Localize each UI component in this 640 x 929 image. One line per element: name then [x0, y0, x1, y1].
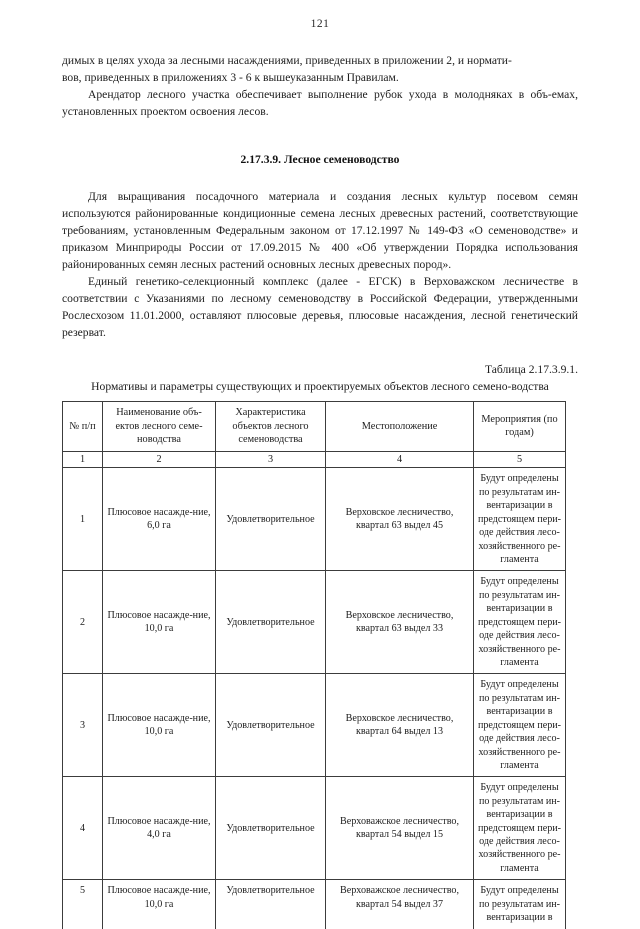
- table-row: [63, 674, 566, 777]
- paragraph-tenant-obligations: Арендатор лесного участка обеспечивает выполнение рубок ухода в молодняках в объ-емах, установленных проектом освоения лесов.: [62, 88, 578, 119]
- cell-measures: Будут определены по результатам ин-вентаризации в предстоящем пери-оде действия лесо-хозяйственного ре-гламента: [474, 777, 566, 880]
- cell-characteristic: Удовлетворительное: [216, 777, 326, 880]
- cell-row-number: 3: [63, 674, 103, 777]
- column-index-1: 1: [63, 451, 103, 468]
- cell-row-number: 2: [63, 571, 103, 674]
- cell-location: Верховское лесничество, квартал 64 выдел 13: [326, 674, 474, 777]
- cell-characteristic: Удовлетворительное: [216, 880, 326, 929]
- table-title: Нормативы и параметры существующих и проектируемых объектов лесного семено-водства: [91, 380, 549, 394]
- cell-object-name: Плюсовое насажде-ние, 10,0 га: [103, 880, 216, 929]
- paragraph-continued: [62, 52, 578, 69]
- cell-location: Верховажское лесничество, квартал 54 выдел 37: [326, 880, 474, 929]
- table-number-label: Таблица 2.17.3.9.1.: [484, 363, 578, 377]
- cell-characteristic: Удовлетворительное: [216, 674, 326, 777]
- cell-location: Верховское лесничество, квартал 63 выдел 33: [326, 571, 474, 674]
- paragraph-egsk: Единый генетико-селекционный комплекс (далее - ЕГСК) в Верховажском лесничестве в соответствии с Указаниями по лесному семеноводству в Российской Федерации, утвержденными Рослесхозом 11.01.2000, оставляют плюсовые деревья, плюсовые насаждения, лесной генетический резерват.: [62, 275, 578, 340]
- paragraph-seed-standards: Для выращивания посадочного материала и создания лесных культур посевом семян используются районированные кондиционные семена лесных древесных растений, соответствующие требованиям, установленным Федеральным законом от 17.12.1997 № 149-ФЗ «О семеноводстве» и приказом Минприроды России от 17.09.2015 № 400 «Об утверждении Порядка использования районированных семян лесных растений основных лесных древесных пород».: [62, 190, 578, 272]
- table-header: [63, 401, 566, 468]
- paragraph-continued-line2-wrap: [62, 69, 578, 86]
- cell-row-number: 5: [63, 880, 103, 929]
- cell-object-name: Плюсовое насажде-ние, 10,0 га: [103, 674, 216, 777]
- cell-location: Верховажское лесничество, квартал 54 выдел 15: [326, 777, 474, 880]
- column-header-measures: Мероприятия (по годам): [474, 401, 566, 451]
- cell-location: Верховское лесничество, квартал 63 выдел 45: [326, 468, 474, 571]
- cell-measures: Будут определены по результатам ин-вентаризации в предстоящем пери-оде действия лесо-хозяйственного ре-гламента: [474, 674, 566, 777]
- column-header-location: Местоположение: [326, 401, 474, 451]
- cell-object-name: Плюсовое насажде-ние, 10,0 га: [103, 571, 216, 674]
- table-header-row: [63, 401, 566, 451]
- column-header-object-name: Наименование объ-ектов лесного семе-новодства: [103, 401, 216, 451]
- paragraph-continued-line1: димых в целях ухода за лесными насаждениями, приведенных в приложении 2, и нормати-: [62, 54, 512, 67]
- column-index-4: 4: [326, 451, 474, 468]
- cell-characteristic: Удовлетворительное: [216, 571, 326, 674]
- column-header-number: № п/п: [63, 401, 103, 451]
- cell-measures: Будут определены по результатам ин-вентаризации в предстоящем пери-оде действия лесо-хозяйственного ре-гламента: [474, 468, 566, 571]
- cell-row-number: 1: [63, 468, 103, 571]
- section-heading: 2.17.3.9. Лесное семеноводство: [240, 153, 400, 167]
- column-header-characteristic: Характеристика объектов лесного семеноводства: [216, 401, 326, 451]
- cell-measures: Будут определены по результатам ин-вентаризации в: [474, 880, 566, 929]
- table-row: [63, 777, 566, 880]
- cell-object-name: Плюсовое насажде-ние, 4,0 га: [103, 777, 216, 880]
- column-index-3: 3: [216, 451, 326, 468]
- paragraph-continued-line2: вов, приведенных в приложениях 3 - 6 к вышеуказанным Правилам.: [62, 71, 399, 85]
- column-index-5: 5: [474, 451, 566, 468]
- cell-characteristic: Удовлетворительное: [216, 468, 326, 571]
- table-row: [63, 571, 566, 674]
- table-body: [63, 468, 566, 929]
- page-number: 121: [310, 18, 330, 30]
- body-text-block: [62, 52, 578, 120]
- column-index-2: 2: [103, 451, 216, 468]
- cell-object-name: Плюсовое насажде-ние, 6,0 га: [103, 468, 216, 571]
- cell-measures: Будут определены по результатам ин-вентаризации в предстоящем пери-оде действия лесо-хозяйственного ре-гламента: [474, 571, 566, 674]
- section-body-block: [62, 188, 578, 341]
- table-row: [63, 468, 566, 571]
- table-row: [63, 880, 566, 929]
- seed-objects-table: [62, 401, 566, 929]
- table-column-number-row: [63, 451, 566, 468]
- cell-row-number: 4: [63, 777, 103, 880]
